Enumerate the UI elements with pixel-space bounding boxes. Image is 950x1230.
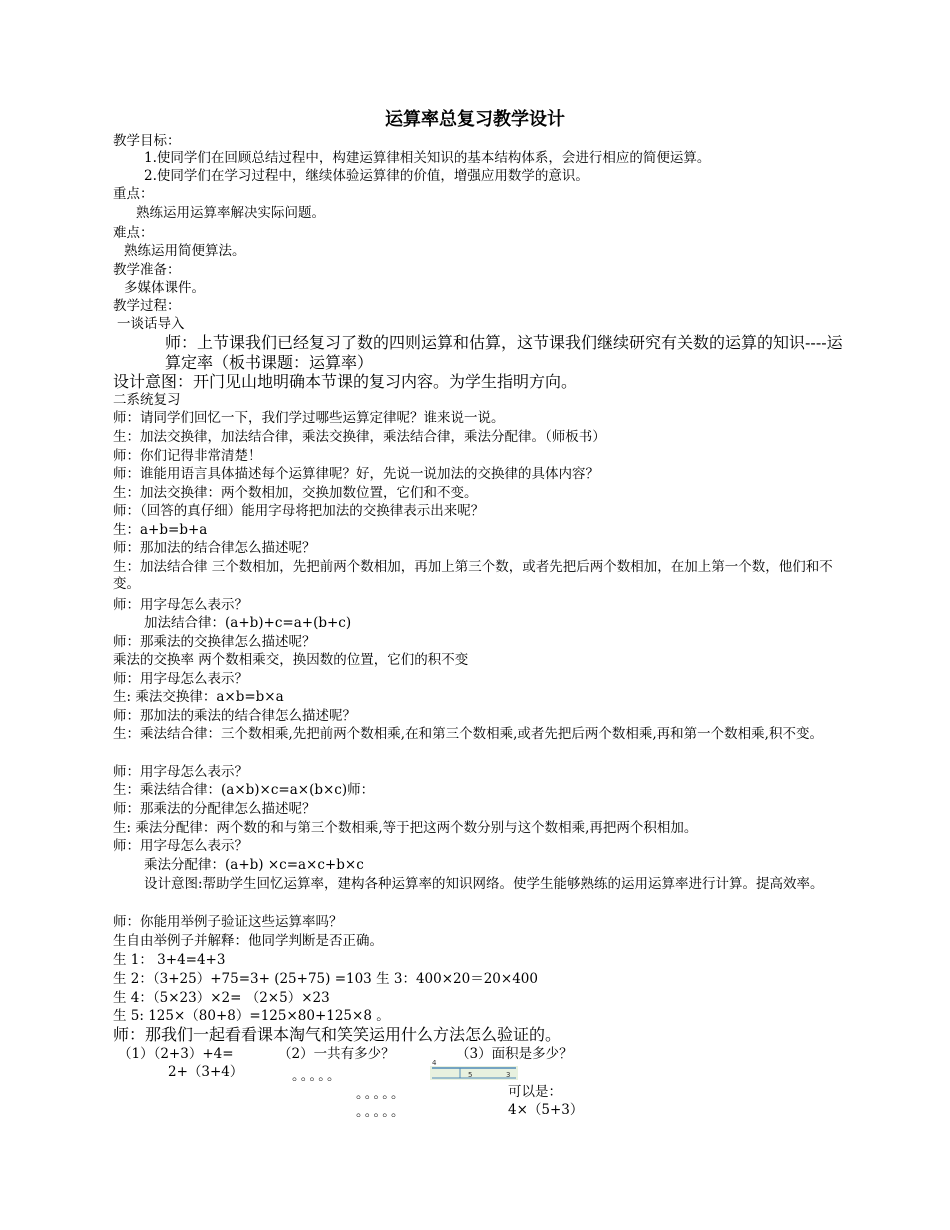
example-q3: （3）面积是多少？ [456,1046,573,1062]
example-q1-line2: 2+（3+4） [168,1064,244,1080]
key-point-heading: 重点： [113,186,154,202]
example-q2: （2）一共有多少？ [278,1046,395,1062]
dots-row-2: 。。。。。 [356,1086,407,1102]
design-intent-2: 设计意图:帮助学生回忆运算率，建构各种运算率的知识网络。使学生能够熟练的运用运算率进行计算。提高效率。 [144,876,824,892]
dialogue-line: 师：用字母怎么表示？ [113,764,248,780]
dialogue-line: 生自由举例子并解释：他同学判断是否正确。 [113,933,383,949]
dialogue-line: 师：用字母怎么表示？ [113,671,248,687]
section-review-heading: 二系统复习 [113,392,181,408]
answer-label: 可以是： [508,1084,562,1100]
dialogue-line: 师：那乘法的交换律怎么描述呢？ [113,634,316,650]
dialogue-line: 师：你们记得非常清楚！ [113,448,262,464]
dots-row-1: 。。。。。 [292,1068,343,1084]
example-q1-line1: （1）（2+3）+4= [118,1046,234,1062]
difficulty-text: 熟练运用简便算法。 [124,243,246,259]
dialogue-line: 生：加法交换律：两个数相加，交换加数位置，它们和不变。 [113,485,478,501]
teacher-intro-paragraph: 师：上节课我们已经复习了数的四则运算和估算，这节课我们继续研究有关数的运算的知识----运算定率（板书课题：运算率） [165,333,843,372]
section-intro-heading: 一谈话导入 [117,316,185,332]
dialogue-line: 乘法的交换率 两个数相乘交，换因数的位置，它们的积不变 [113,652,469,668]
dialogue-line: 师：用字母怎么表示？ [113,597,248,613]
dialogue-line: 生：加法结合律 三个数相加，先把前两个数相加，再加上第三个数，或者先把后两个数相加，在加上第一个数，他们和不变。 [113,559,833,592]
dialogue-line: 生: 乘法分配律：两个数的和与第三个数相乘,等于把这两个数分别与这个数相乘,再把两个积相加。 [113,820,698,836]
dialogue-line: 师：请同学们回忆一下，我们学过哪些运算定律呢？谁来说一说。 [113,410,505,426]
preparation-text: 多媒体课件。 [124,280,205,296]
dialogue-line: 师：你能用举例子验证这些运算率吗？ [113,914,343,930]
formula-line: 加法结合律：(a+b)+c=a+(b+c) [144,615,352,631]
area-diagram-label-right: 3 [506,1071,511,1079]
dialogue-line: 师：用字母怎么表示？ [113,838,248,854]
design-intent-1: 设计意图：开门见山地明确本节课的复习内容。为学生指明方向。 [113,372,578,391]
formula-line: 生：乘法结合律：(a×b)×c=a×(b×c)师： [113,782,375,798]
dialogue-line: 生：a+b=b+a [113,522,208,538]
dialogue-line: 师：那乘法的分配律怎么描述呢？ [113,801,316,817]
dialogue-line: 师：（回答的真仔细）能用字母将把加法的交换律表示出来呢？ [113,503,485,519]
answer-text: 4×（5+3） [508,1102,584,1118]
goal-1: 1.使同学们在回顾总结过程中，构建运算律相关知识的基本结构体系，会进行相应的简便运算。 [144,150,711,166]
formula-line: 乘法分配律：(a+b) ×c=a×c+b×c [144,857,364,873]
key-point-text: 熟练运用运算率解决实际问题。 [136,205,325,221]
dialogue-line: 师：那加法的结合律怎么描述呢？ [113,540,316,556]
difficulty-heading: 难点： [113,225,154,241]
document-title: 运算率总复习教学设计 [385,109,565,130]
formula-line: 生: 乘法交换律：a×b=b×a [113,689,284,705]
example-line: 生 2：（3+25）+75=3+ (25+75) =103 生 3：400×20＝20×400 [113,971,538,987]
dialogue-line: 生：乘法结合律：三个数相乘,先把前两个数相乘,在和第三个数相乘,或者先把后两个数相乘,再和第一个数相乘,积不变。 [113,726,823,742]
dialogue-line: 师：谁能用语言具体描述每个运算律呢？好，先说一说加法的交换律的具体内容？ [113,466,599,482]
example-line: 生 5: 125×（80+8）=125×80+125×8 。 [113,1008,390,1024]
dialogue-line: 生：加法交换律，加法结合律，乘法交换律，乘法结合律，乘法分配律。（师板书） [113,429,606,445]
closing-teacher-line: 师：那我们一起看看课本淘气和笑笑运用什么方法怎么验证的。 [113,1025,562,1044]
preparation-heading: 教学准备： [113,262,181,278]
area-diagram-label-mid: 5 [468,1071,473,1079]
area-diagram-label-left: 4 [432,1059,437,1067]
example-line: 生 1： 3+4=4+3 [113,952,226,968]
area-diagram [430,1058,518,1080]
process-heading: 教学过程： [113,298,181,314]
goal-2: 2.使同学们在学习过程中，继续体验运算律的价值，增强应用数学的意识。 [144,168,589,184]
dots-row-3: 。。。。。 [356,1104,407,1120]
goals-heading: 教学目标： [113,133,181,149]
dialogue-line: 师：那加法的乘法的结合律怎么描述呢？ [113,708,356,724]
example-line: 生 4：（5×23）×2= （2×5）×23 [113,990,330,1006]
